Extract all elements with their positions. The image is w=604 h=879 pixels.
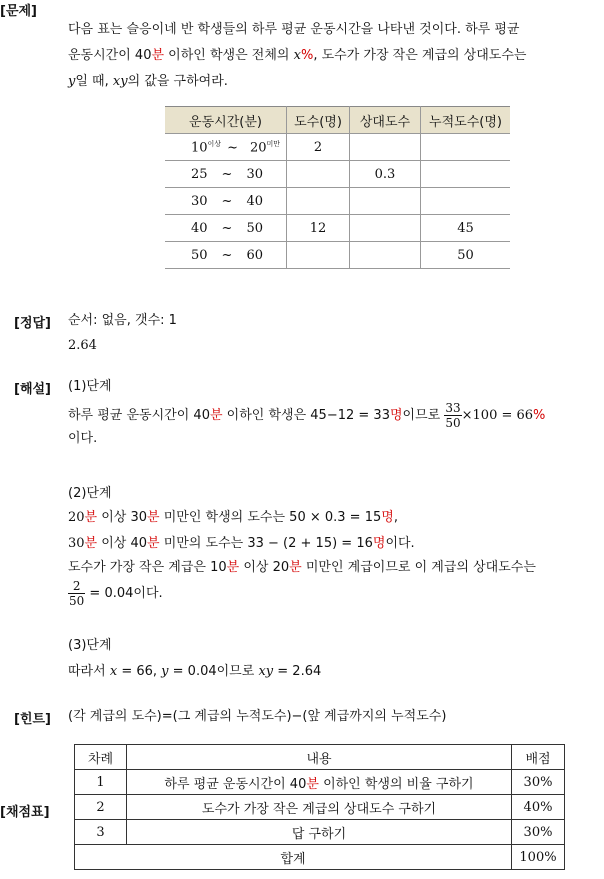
score-cell: 30%: [512, 820, 565, 845]
col-header-time: 운동시간(분): [165, 107, 287, 134]
col-header-content: 내용: [127, 745, 512, 770]
table-row: [75, 820, 565, 845]
step1-text: 하루 평균 운동시간이 40분 이하인 학생은 45−12 = 33명이므로 $\frac{33}{50}$ ×100 = 66%: [68, 401, 546, 430]
table-row: [165, 161, 510, 188]
col-header-order: 차례: [75, 745, 127, 770]
class-interval: 40 ~ 50: [165, 215, 287, 242]
relative-frequency-cell: [350, 188, 421, 215]
cumulative-frequency-cell: [421, 188, 511, 215]
class-interval: $10^{이상}$ ~ $20^{미만}$: [165, 134, 287, 161]
grading-table: [74, 744, 565, 870]
table-row: [165, 134, 510, 161]
col-header-score: 배점: [512, 745, 565, 770]
frequency-cell: [287, 161, 350, 188]
step1-conclusion: 이다.: [68, 431, 98, 446]
problem-text-line1: 다음 표는 슬응이네 반 학생들의 하루 평균 운동시간을 나타낸 것이다. 하루 평균: [68, 22, 520, 37]
step3-title: (3)단계: [68, 638, 112, 653]
order-cell: 1: [75, 770, 127, 795]
frequency-cell: 2: [287, 134, 350, 161]
table-row: [75, 795, 565, 820]
relative-frequency-cell: [350, 215, 421, 242]
cumulative-frequency-cell: 45: [421, 215, 511, 242]
grading-label: [채점표]: [0, 805, 50, 820]
relative-frequency-cell: 0.3: [350, 161, 421, 188]
content-cell: 답 구하기: [127, 820, 512, 845]
step3-text: 따라서 x = 66, y = 0.04이므로 xy = 2.64: [68, 664, 322, 679]
score-cell: 30%: [512, 770, 565, 795]
answer-value: 2.64: [68, 338, 97, 353]
hint-label: [힌트]: [14, 712, 51, 727]
answer-label: [정답]: [14, 316, 51, 331]
frequency-cell: [287, 242, 350, 269]
score-cell: 40%: [512, 795, 565, 820]
step2-line2: 30분 이상 40분 미만의 도수는 33 − (2 + 15) = 16명이다.: [68, 536, 415, 551]
frequency-cell: 12: [287, 215, 350, 242]
fraction-33-50: $\frac{33}{50}$: [445, 401, 461, 430]
table-row: [165, 242, 510, 269]
fraction-2-50: $\frac{2}{50}$: [69, 579, 85, 608]
col-header-relative-frequency: 상대도수: [350, 107, 421, 134]
relative-frequency-cell: [350, 242, 421, 269]
total-score: 100%: [512, 845, 565, 870]
content-cell: 하루 평균 운동시간이 40분 이하인 학생의 비율 구하기: [127, 770, 512, 795]
table-row: [165, 215, 510, 242]
step2-title: (2)단계: [68, 486, 112, 501]
frequency-cell: [287, 188, 350, 215]
problem-text-line3: y일 때, xy의 값을 구하여라.: [68, 74, 228, 89]
table-row: [165, 188, 510, 215]
total-label: 합계: [75, 845, 512, 870]
cumulative-frequency-cell: [421, 134, 511, 161]
answer-line1: 순서: 없음, 갯수: 1: [68, 313, 177, 328]
class-interval: 50 ~ 60: [165, 242, 287, 269]
cumulative-frequency-cell: 50: [421, 242, 511, 269]
step2-line4: $\frac{2}{50}$ = 0.04이다.: [69, 579, 163, 608]
cumulative-frequency-cell: [421, 161, 511, 188]
step2-line3: 도수가 가장 작은 계급은 10분 이상 20분 미만인 계급이므로 이 계급의 상대도수는: [68, 560, 536, 575]
solution-label: [해설]: [14, 382, 51, 397]
table-row: [75, 770, 565, 795]
order-cell: 3: [75, 820, 127, 845]
class-interval: 25 ~ 30: [165, 161, 287, 188]
class-interval: 30 ~ 40: [165, 188, 287, 215]
step1-title: (1)단계: [68, 379, 112, 394]
hint-text: (각 계급의 도수)=(그 계급의 누적도수)−(앞 계급까지의 누적도수): [68, 709, 447, 724]
order-cell: 2: [75, 795, 127, 820]
problem-label: [문제]: [0, 4, 37, 19]
table-row-total: [75, 845, 565, 870]
col-header-cumulative-frequency: 누적도수(명): [421, 107, 511, 134]
content-cell: 도수가 가장 작은 계급의 상대도수 구하기: [127, 795, 512, 820]
problem-text-line2: 운동시간이 40분 이하인 학생은 전체의 x%, 도수가 가장 작은 계급의 상대도수는: [68, 48, 527, 63]
frequency-table: [165, 106, 510, 269]
relative-frequency-cell: [350, 134, 421, 161]
frequency-table-header: [165, 107, 510, 134]
col-header-frequency: 도수(명): [287, 107, 350, 134]
grading-table-header: [75, 745, 565, 770]
step2-line1: 20분 이상 30분 미만인 학생의 도수는 50 × 0.3 = 15명,: [68, 510, 398, 525]
